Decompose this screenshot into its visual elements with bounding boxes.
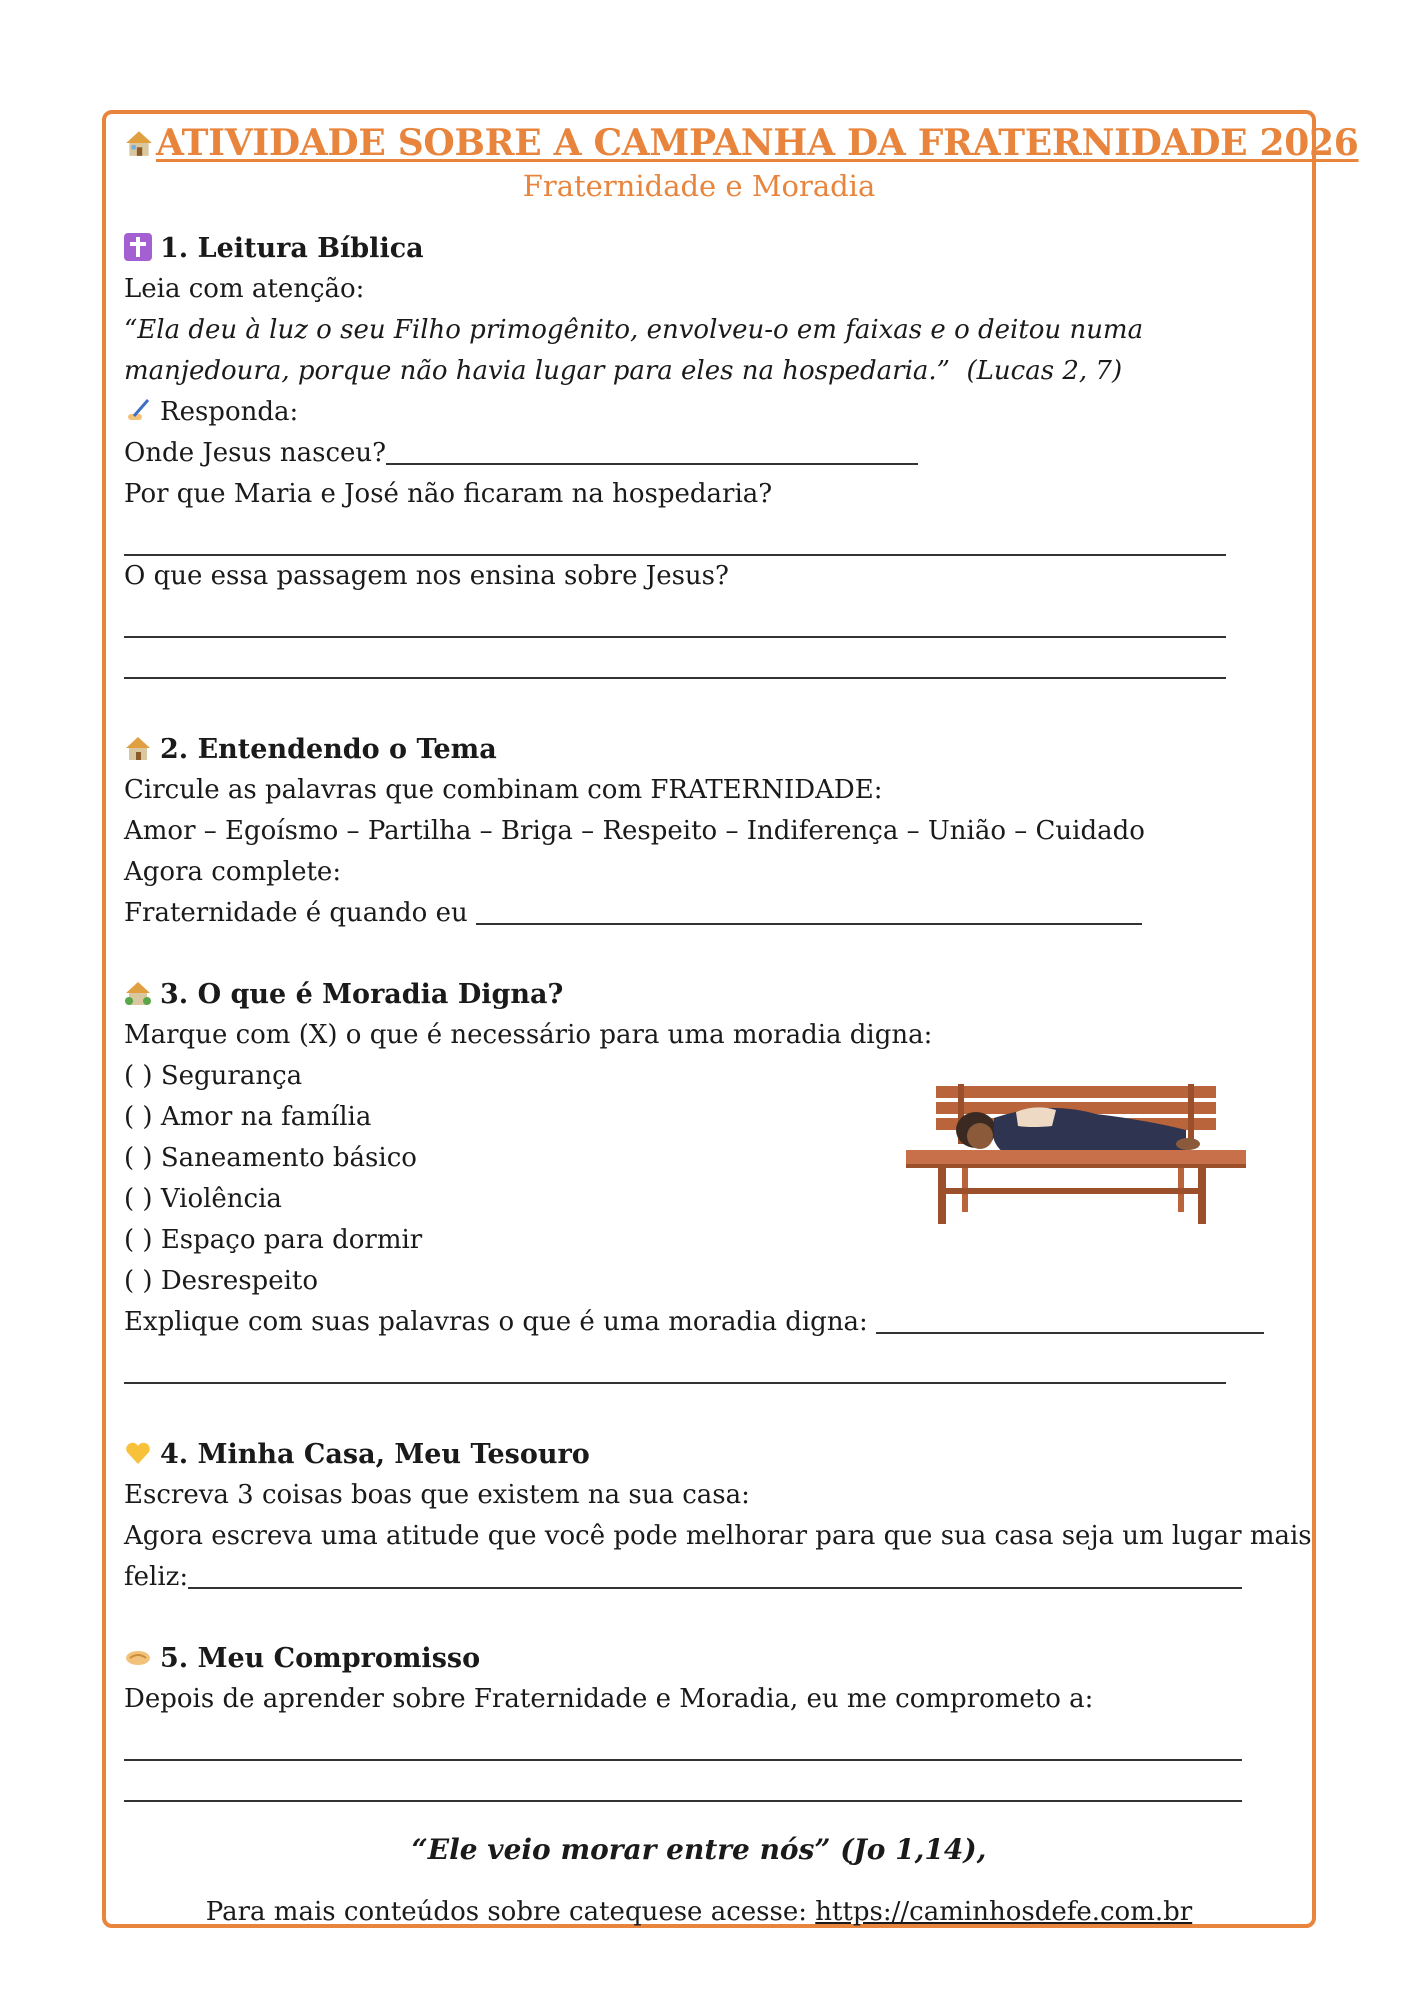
s3-explain: Explique com suas palavras o que é uma moradia digna: xyxy=(124,1302,1274,1343)
answer-line-3a[interactable] xyxy=(124,597,1226,638)
explain-line-2[interactable] xyxy=(124,1343,1226,1384)
option-item[interactable]: ( ) Saneamento básico xyxy=(124,1143,417,1173)
respond-label: Responda: xyxy=(124,392,1274,433)
option-item[interactable]: ( ) Segurança xyxy=(124,1061,303,1091)
section-1-heading: 1. Leitura Bíblica xyxy=(124,228,1274,269)
option-item[interactable]: ( ) Violência xyxy=(124,1184,282,1214)
question-1: Onde Jesus nasceu? xyxy=(124,433,1274,474)
answer-line-3b[interactable] xyxy=(124,638,1226,679)
option-item[interactable]: ( ) Amor na família xyxy=(124,1102,372,1132)
s2-complete: Agora complete: xyxy=(124,857,342,887)
yellow-heart-icon xyxy=(124,1439,152,1467)
verse-reference: (Lucas 2, 7) xyxy=(966,356,1123,386)
section-2-heading: 2. Entendendo o Tema xyxy=(124,729,1274,770)
s1-intro: Leia com atenção: xyxy=(124,274,365,304)
house-icon xyxy=(124,128,154,158)
s5-line-1: Depois de aprender sobre Fraternidade e Moradia, eu me comprometo a: xyxy=(124,1684,1094,1714)
commitment-line-2[interactable] xyxy=(124,1761,1242,1802)
worksheet xyxy=(124,118,1359,1932)
question-2: Por que Maria e José não ficaram na hospedaria? xyxy=(124,479,773,509)
question-3: O que essa passagem nos ensina sobre Jesus? xyxy=(124,561,729,591)
option-item[interactable]: ( ) Desrespeito xyxy=(124,1266,318,1296)
s4-line-1: Escreva 3 coisas boas que existem na sua casa: xyxy=(124,1480,750,1510)
answer-blank-1[interactable] xyxy=(386,433,918,465)
answer-line-2[interactable] xyxy=(124,515,1226,556)
word-list: Amor – Egoísmo – Partilha – Briga – Respeito – Indiferença – União – Cuidado xyxy=(124,816,1145,846)
s4-line-3: feliz: xyxy=(124,1557,1274,1598)
writing-hand-icon xyxy=(124,396,152,424)
footer-line: Para mais conteúdos sobre catequese acesse: https://caminhosdefe.com.br xyxy=(205,1897,1193,1927)
section-5-heading: 5. Meu Compromisso xyxy=(124,1638,1274,1679)
section-4-heading: 4. Minha Casa, Meu Tesouro xyxy=(124,1434,1274,1475)
attitude-blank[interactable] xyxy=(188,1557,1242,1589)
person-on-bench-illustration xyxy=(906,1070,1246,1230)
verse-line-1: “Ela deu à luz o seu Filho primogênito, envolveu-o em faixas e o deitou numa xyxy=(124,315,1144,345)
s2-sentence: Fraternidade é quando eu xyxy=(124,893,1274,934)
s4-line-2: Agora escreva uma atitude que você pode melhorar para que sua casa seja um lugar mais xyxy=(124,1521,1312,1551)
title-text: ATIVIDADE SOBRE A CAMPANHA DA FRATERNIDADE 2026 xyxy=(156,122,1359,164)
page-title xyxy=(124,118,1359,168)
s2-instruction: Circule as palavras que combinam com FRATERNIDADE: xyxy=(124,775,883,805)
verse-line-2: manjedoura, porque não havia lugar para eles na hospedaria.” (Lucas 2, 7) xyxy=(124,356,1123,386)
website-link[interactable]: https://caminhosdefe.com.br xyxy=(815,1897,1193,1927)
house-with-garden-icon xyxy=(124,979,152,1007)
page-subtitle: Fraternidade e Moradia xyxy=(522,169,876,203)
commitment-line-1[interactable] xyxy=(124,1720,1242,1761)
section-3-heading: 3. O que é Moradia Digna? xyxy=(124,974,1274,1015)
closing-quote: “Ele veio morar entre nós” (Jo 1,14), xyxy=(411,1833,987,1866)
fraternity-blank[interactable] xyxy=(476,893,1142,925)
house-icon xyxy=(124,734,152,762)
handshake-icon xyxy=(124,1643,152,1671)
latin-cross-icon xyxy=(124,233,152,261)
option-item[interactable]: ( ) Espaço para dormir xyxy=(124,1225,423,1255)
s3-instruction: Marque com (X) o que é necessário para uma moradia digna: xyxy=(124,1020,933,1050)
explain-blank[interactable] xyxy=(876,1302,1264,1334)
